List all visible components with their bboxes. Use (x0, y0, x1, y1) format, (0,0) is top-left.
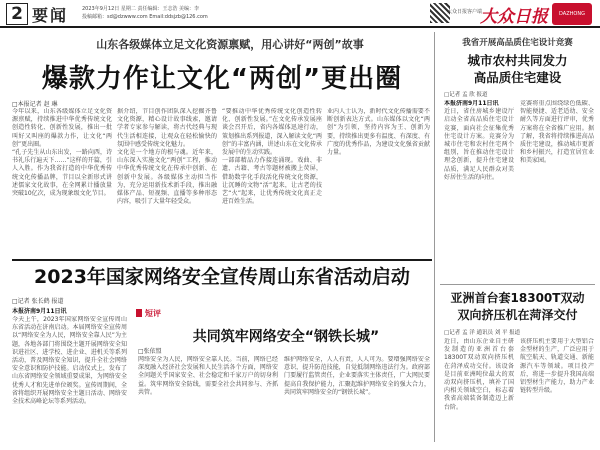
lead-paragraph: 文化是一个地方的根与魂。近年来，山东深入实施文化“两创”工程，推动中华优秀传统文化在传承中创新、在创新中发展。各级媒体主动担当作为，充分运用新技术新手段，推出融媒体产品、短视频、直播等多种形态内容，吸引了大量年轻受众。 (117, 149, 217, 206)
lead-body-column-1 (12, 108, 112, 258)
lead-paragraph: 今年以来，山东各级媒体立足文化资源禀赋，持续推进中华优秀传统文化创造性转化、创新性发展，推出一批叫好又叫座的爆款力作，让文化“两创”更出圈。 (12, 108, 112, 148)
lead-paragraph: 一部部精品力作接连涌现。戏曲、非遗、古籍、考古等题材被搬上荧屏，借助数字化手段活化传统文化资源，让沉睡的文物“活”起来，让古老的技艺“火”起来，让优秀传统文化真正走进百姓生活。 (222, 157, 322, 206)
right-dateline: 本报济南9月11日讯 (444, 100, 499, 107)
column-divider (434, 32, 435, 442)
lead-paragraph: 据介绍，节目创作团队深入挖掘齐鲁文化资源，精心设计故事线索，邀请学者专家参与解读，将古代经典与现代生活相连接，让观众在轻松愉快的氛围中感受传统文化魅力。 (117, 108, 217, 148)
lead-paragraph: 业内人士认为，新时代文化传播需要不断创新表达方式。山东媒体以文化“两创”为引领，坚持内容为王、创新为要，持续推出更多有温度、有深度、有广度的优秀作品，为建设文化强省贡献力量。 (327, 108, 430, 157)
lead-headline: 爆款力作让文化“两创”更出圈 (41, 64, 403, 94)
right-paragraph: 近日，省住房城乡建设厅启动全省高品质住宅设计竞赛，面向社会征集优秀住宅设计方案。竞赛分为城市住宅和农村住宅两个组别，旨在推动住宅设计理念创新，提升住宅建设品质，满足人民群众对美好居住生活的向往。 (444, 108, 514, 181)
commentary-body-right: 维护网络安全，人人有责，人人可为。要增强网络安全意识，提升防范技能，自觉抵制网络违法行为。政府部门要履行监管责任，企业要落实主体责任，广大网民要提高自我保护能力，汇聚起维护网络安全的强大合力，共同筑牢网络安全的“钢铁长城”。 (284, 356, 430, 396)
lead-body-column-3 (222, 108, 322, 258)
brand-logo-icon: DAZHONG (552, 3, 592, 25)
third-headline: 亚洲首台套18300T双动 双向挤压机在菏泽交付 (450, 291, 585, 322)
page-number: 2 (6, 3, 28, 25)
commentary-headline: 共同筑牢网络安全“钢铁长城” (192, 329, 380, 345)
section-name: 要闻 (32, 6, 69, 25)
third-byline: □记者 孟 洋 通讯员 刘 平 报道 (444, 330, 521, 336)
issue-line-2: 投稿邮箱：sd@dzwww.com Email:ddsjzb@126.com (82, 14, 208, 20)
third-body-left: 近日，由山东企业自主研发制造的亚洲首台套18300T双动双向挤压机在菏泽成功交付。该设备是目前亚洲吨位最大的双动双向挤压机，填补了国内相关领域空白，标志着我省高端装备制造迈上新台阶。 (444, 338, 514, 411)
right-body-right: 竞赛将重点围绕绿色低碳、智能便捷、适老适幼、安全耐久等方面进行评审，优秀方案将在全省推广应用。据了解，我省将持续推进高品质住宅建设，推动城市更新和乡村振兴，打造宜居宜业和美家园。 (520, 100, 594, 165)
second-body: 今天上午，2023年国家网络安全宣传周山东省活动在济南启动。本届网络安全宣传周以“网络安全为人民，网络安全靠人民”为主题，各地各部门将围绕主题开展网络安全知识进社区、进学校、进企业、进机关等系列活动，普及网络安全知识，提升全社会网络安全意识和防护技能。启动仪式上，发布了山东省网络安全领域重要成果，为网络安全优秀人才和先进单位颁奖。宣传周期间，全省将组织开展网络安全主题日活动、网络安全技术高峰论坛等系列活动。 (12, 316, 127, 406)
commentary-body-left: 网络安全为人民，网络安全靠人民。当前，网络已经深度融入经济社会发展和人民生活各个方面，网络安全问题关乎国家安全、社会稳定和千家万户的切身利益。筑牢网络安全防线，需要全社会共同参与、齐抓共管。 (138, 356, 278, 396)
third-body-right: 该挤压机主要用于大型铝合金型材的生产，广泛应用于航空航天、轨道交通、新能源汽车等领域。项目投产后，将进一步提升我国高端铝型材生产能力，助力产业链转型升级。 (520, 338, 594, 395)
lead-body-column-2 (117, 108, 217, 258)
lead-paragraph: “要推动中华优秀传统文化创造性转化、创新性发展。”在文化传承发展座谈会召开后，省内各媒体迅速行动，策划推出系列报道，深入解读文化“两创”的丰富内涵，讲述山东在文化传承发展中的生动实践。 (222, 108, 322, 157)
lead-body-column-4 (327, 108, 430, 258)
newspaper-brand: 大众日报 (480, 7, 548, 27)
right-divider (440, 284, 595, 285)
issue-info (82, 5, 208, 21)
lead-kicker: 山东各级媒体立足文化资源禀赋，用心讲好“两创”故事 (96, 38, 364, 51)
lead-paragraph: “孔子先生从山东出发，一路向西，诗书礼乐行遍天下……”这样的开篇，引人入胜。作为我省打造的中华优秀传统文化传播品牌，节目以全新形式讲述儒家文化故事，在全网累计播放量突破10亿次，成为现象级文化节目。 (12, 149, 112, 198)
lead-byline: □本报记者 赵 琳 (12, 101, 58, 108)
masthead (0, 0, 600, 28)
right-headline: 城市农村共同发力 高品质住宅建设 (467, 53, 568, 85)
commentary-tag: 短评 (136, 308, 161, 319)
commentary-byline: □张依盟 (138, 348, 162, 355)
issue-line-1: 2023年9月12日 星期二 责任编辑：王志浩 美编：李 (82, 6, 200, 12)
second-dateline: 本报济南9月11日讯 (12, 308, 67, 315)
second-headline: 2023年国家网络安全宣传周山东省活动启动 (34, 266, 410, 288)
right-kicker: 我省开展高品质住宅设计竞赛 (462, 38, 573, 48)
right-byline: □记者 孟 欣 报道 (444, 92, 488, 98)
right-body-left (444, 100, 514, 278)
second-byline: □记者 张长鹤 报道 (12, 298, 64, 305)
qr-label: 大众日报客户端 (446, 9, 482, 15)
section-divider (12, 259, 432, 261)
